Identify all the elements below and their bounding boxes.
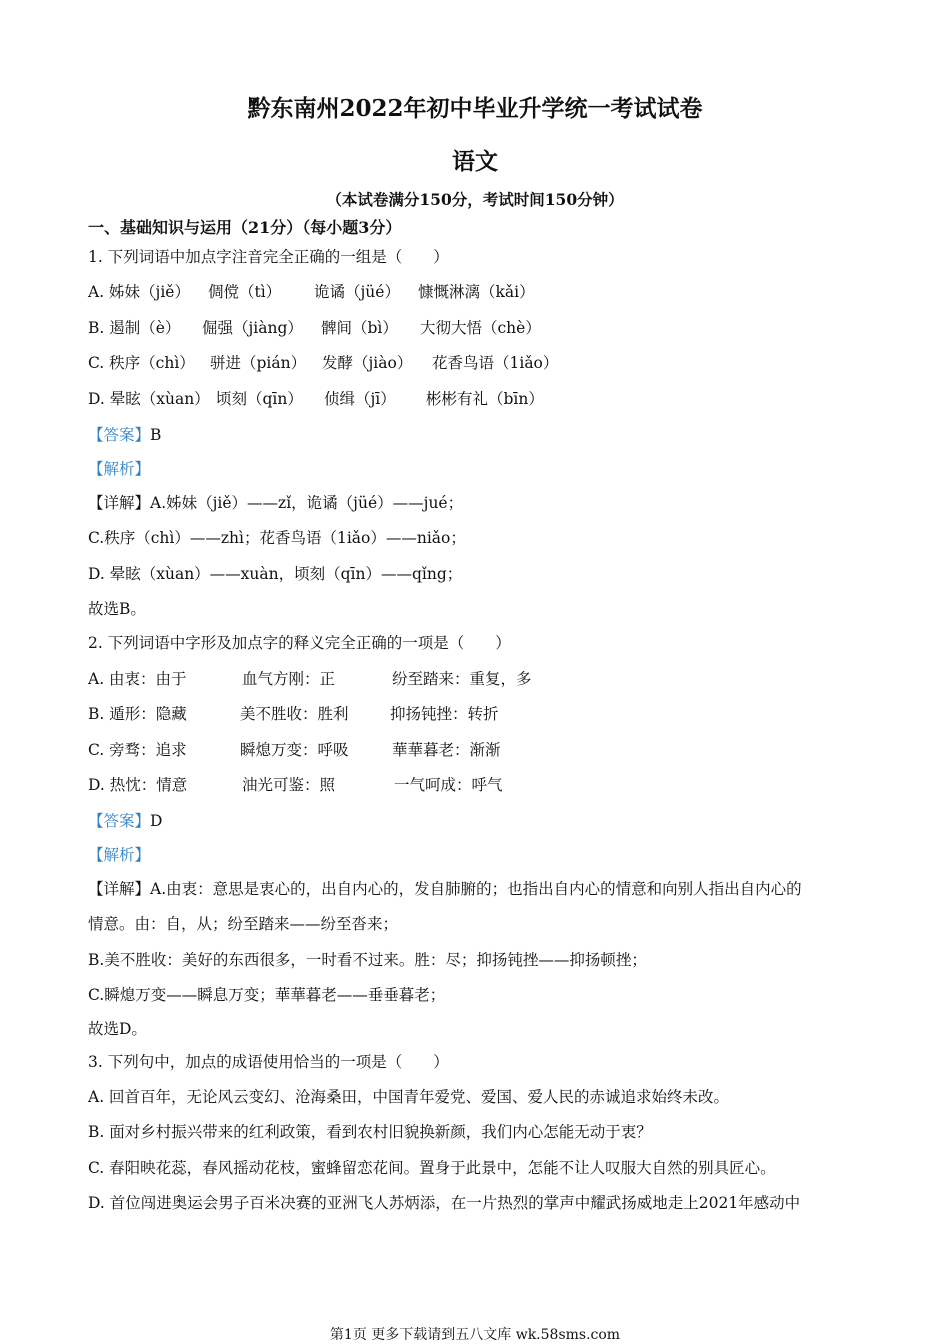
q2-stem: 2. 下列词语中字形及加点字的释义完全正确的一项是（ ） xyxy=(88,634,511,652)
q2-option-d xyxy=(88,775,503,795)
q1-option-c xyxy=(88,353,558,373)
q2-c-2: 瞬熄万变：呼吸 xyxy=(240,741,349,759)
q2-a-3: 纷至踏来：重复，多 xyxy=(392,670,532,688)
q1-answer xyxy=(88,425,161,445)
q2-option-c xyxy=(88,740,501,760)
q2-detail-4: C.瞬熄万变——瞬息万变；華華暮老——垂垂暮老； xyxy=(88,986,446,1004)
q2-detail-1: 【详解】A.由衷：意思是衷心的，出自内心的，发自肺腑的；也指出自内心的情意和向别人指出自内心的 xyxy=(88,880,802,898)
q1-detail-4: 故选B。 xyxy=(88,600,146,618)
page-footer: 第1页 更多下载请到五八文库 wk.58sms.com xyxy=(329,1327,621,1343)
q3-option-d: D. 首位闯进奥运会男子百米决赛的亚洲飞人苏炳添，在一片热烈的掌声中耀武扬威地走上2021年感动中 xyxy=(88,1194,801,1212)
q1-a-3: 诡谲（jüé） xyxy=(314,283,400,301)
q1-d-1: D. 晕眩（xùan） xyxy=(88,390,210,408)
q2-detail-2: 情意。由：自，从；纷至踏来——纷至沓来； xyxy=(88,915,399,933)
exam-title: 黔东南州2022年初中毕业升学统一考试试卷 xyxy=(247,95,703,122)
q1-detail-2: C.秩序（chì）——zhì；花香鸟语（1iǎo）——niǎo； xyxy=(88,529,466,547)
section-heading: 一、基础知识与运用（21分）（每小题3分） xyxy=(88,218,402,237)
q1-detail-3: D. 晕眩（xùan）——xuàn，顷刻（qīn）——qǐng； xyxy=(88,565,463,583)
q2-option-a xyxy=(88,669,532,689)
q1-c-4: 花香鸟语（1iǎo） xyxy=(432,354,559,372)
q1-d-3: 侦缉（jī） xyxy=(324,390,396,408)
q1-c-2: 骈进（pián） xyxy=(210,354,307,372)
answer-tag: 【答案】 xyxy=(88,426,151,444)
q1-b-4: 大彻大悟（chè） xyxy=(420,319,541,337)
q1-d-4: 彬彬有礼（bīn） xyxy=(426,390,544,408)
subject-title: 语文 xyxy=(452,148,498,175)
q1-a-1: A. 姊妹（jiě） xyxy=(88,283,190,301)
q2-d-1: D. 热忱：情意 xyxy=(88,776,188,794)
q2-d-3: 一气呵成：呼气 xyxy=(394,776,503,794)
answer-value: B xyxy=(150,426,162,444)
q3-option-c: C. 春阳映花蕊，春风摇动花枝，蜜蜂留恋花间。置身于此景中，怎能不让人叹服大自然的别具匠心。 xyxy=(88,1159,776,1177)
q2-c-3: 華華暮老：渐渐 xyxy=(392,741,501,759)
q1-a-4: 慷慨淋漓（kǎi） xyxy=(418,283,535,301)
q1-option-b xyxy=(88,318,541,338)
q2-option-b xyxy=(88,704,499,724)
q2-detail-3: B.美不胜收：美好的东西很多，一时看不过来。胜：尽；抑扬钝挫——抑扬顿挫； xyxy=(88,951,647,969)
q2-detail-5: 故选D。 xyxy=(88,1020,147,1038)
q2-a-1: A. 由衷：由于 xyxy=(88,670,187,688)
q2-b-2: 美不胜收：胜利 xyxy=(240,705,349,723)
q2-d-2: 油光可鉴：照 xyxy=(242,776,336,794)
q1-analysis-tag: 【解析】 xyxy=(88,460,151,478)
q2-b-3: 抑扬钝挫：转折 xyxy=(390,705,499,723)
q1-b-3: 髀间（bì） xyxy=(321,319,398,337)
q2-c-1: C. 旁骛：追求 xyxy=(88,741,187,759)
q1-b-1: B. 遏制（è） xyxy=(88,319,181,337)
q1-option-a xyxy=(88,282,535,302)
q3-option-b: B. 面对乡村振兴带来的红利政策，看到农村旧貌换新颜，我们内心怎能无动于衷？ xyxy=(88,1123,652,1141)
q1-stem: 1. 下列词语中加点字注音完全正确的一组是（ ） xyxy=(88,248,449,266)
q1-b-2: 倔强（jiàng） xyxy=(202,319,303,337)
q1-c-3: 发酵（jiào） xyxy=(322,354,413,372)
q1-c-1: C. 秩序（chì） xyxy=(88,354,195,372)
answer-tag: 【答案】 xyxy=(88,812,151,830)
q3-option-a: A. 回首百年，无论风云变幻、沧海桑田，中国青年爱党、爱国、爱人民的赤诚追求始终未改。 xyxy=(88,1088,730,1106)
q1-detail-1: 【详解】A.姊妹（jiě）——zǐ，诡谲（jüé）——jué； xyxy=(88,494,464,512)
exam-note: （本试卷满分150分，考试时间150分钟） xyxy=(326,190,624,209)
q2-analysis-tag: 【解析】 xyxy=(88,846,151,864)
q2-b-1: B. 遁形：隐藏 xyxy=(88,705,187,723)
answer-value: D xyxy=(150,812,163,830)
q1-a-2: 倜傥（tì） xyxy=(208,283,282,301)
q3-stem: 3. 下列句中，加点的成语使用恰当的一项是（ ） xyxy=(88,1053,449,1071)
q1-option-d xyxy=(88,389,544,409)
q2-answer xyxy=(88,811,162,831)
q1-d-2: 顷刻（qīn） xyxy=(216,390,303,408)
q2-a-2: 血气方刚：正 xyxy=(242,670,336,688)
